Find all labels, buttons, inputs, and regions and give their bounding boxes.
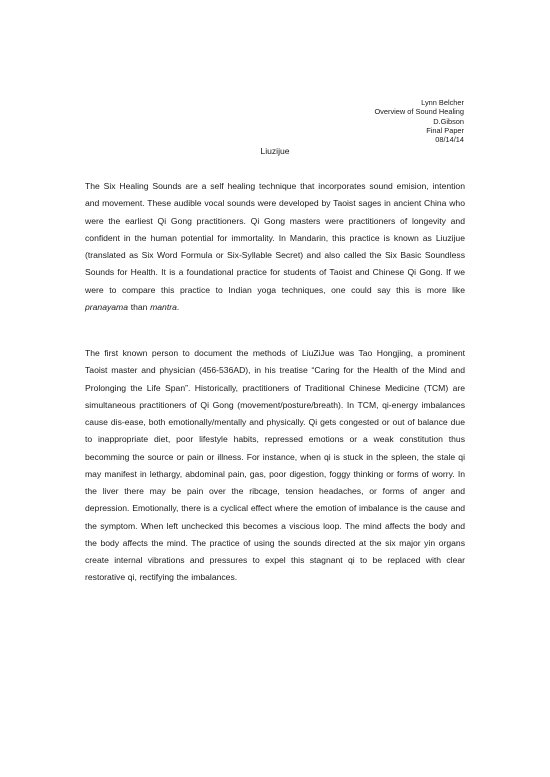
header-block: [374, 98, 464, 144]
instructor-name: D.Gibson: [433, 116, 464, 126]
term-mantra: mantra: [150, 301, 177, 312]
term-pranayama: pranayama: [85, 301, 128, 312]
page-title: Liuzijue: [260, 146, 290, 156]
paragraph-history: The first known person to document the methods of LiuZiJue was Tao Hongjing, a prominent Taoist master and physician (456-536AD), in his treatise “Caring for the Health of the Mind and Prolonging the Life Span”. Historically, practitioners of Traditional Chinese Medicine (TCM) are simultaneous practitioners of Qi Gong (movement/posture/breath). In TCM, qi-energy imbalances cause dis-ease, both emotionally/mentally and physically. Qi gets congested or out of balance due to inappropriate diet, poor lifestyle habits, repressed emotions or a weak constitution thus becomming the source or pain or illness. For instance, when qi is stuck in the spleen, the stale qi may manifest in lethargy, abdominal pain, gas, poor digestion, foggy thinking or forms of worry. In the liver there may be pain over the ribcage, tension headaches, or forms of anger and depression. Emotionally, there is a cyclical effect where the emotion of imbalance is the cause and the symptom. When left unchecked this becomes a viscious loop. The mind affects the body and the body affects the mind. The practice of using the sounds directed at the six major yin organs create internal vibrations and pressures to expel this stagnant qi to be replaced with clear restorative qi, rectifying the imbalances.: [85, 348, 465, 583]
paragraph-intro-text: The Six Healing Sounds are a self healing technique that incorporates sound emision, intention and movement. These audible vocal sounds were developed by Taoist sages in ancient China who were the earliest Qi Gong practitioners. Qi Gong masters were practitioners of longevity and confident in the human potential for immortality. In Mandarin, this practice is known as Liuzijue (translated as Six Word Formula or Six-Syllable Secret) and also called the Six Basic Soundless Sounds for Health. It is a foundational practice for students of Taoist and Chinese Qi Gong. If we were to compare this practice to Indian yoga techniques, one could say this is more like: [85, 181, 465, 295]
paragraph-intro-connector: than: [128, 301, 151, 312]
document-type: Final Paper: [426, 125, 464, 135]
paragraph-intro-end: .: [176, 301, 180, 312]
author-name: Lynn Belcher: [421, 98, 464, 107]
paragraph-intro: [85, 178, 465, 316]
document-date: 08/14/14: [435, 135, 464, 145]
course-name: Overview of Sound Healing: [374, 107, 464, 117]
